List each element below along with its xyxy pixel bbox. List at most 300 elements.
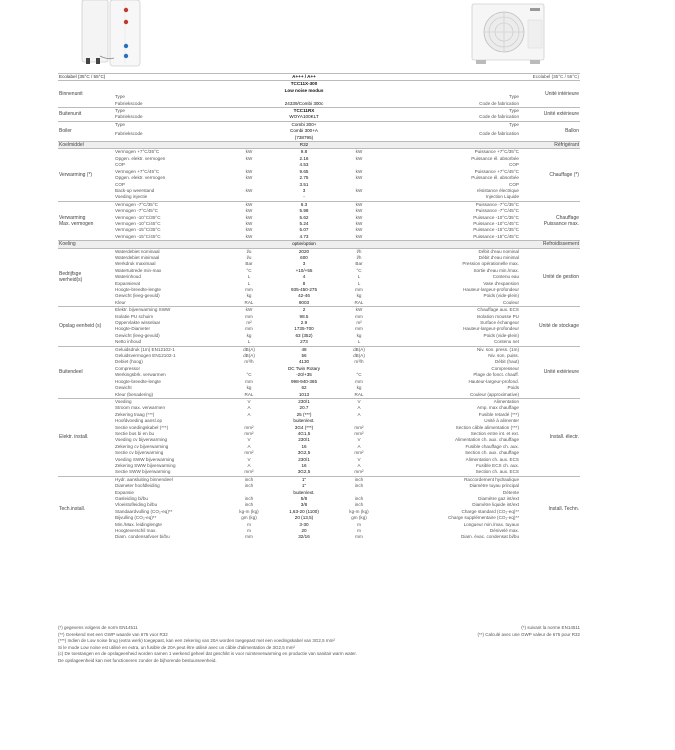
spec-value: 4.73 — [299, 233, 309, 239]
param-label-nl: Gewicht (leeg-gevuld) — [115, 332, 160, 338]
param-label-nl: Compressor — [115, 365, 141, 371]
unit-nl: l/u — [234, 248, 264, 255]
unit-fr: inch — [344, 476, 374, 483]
unit-fr: °C — [356, 372, 362, 378]
spec-row — [58, 469, 580, 476]
param-label-fr: Type — [509, 94, 519, 100]
unit-fr: kW — [355, 155, 363, 161]
param-label-nl: Kleur — [115, 299, 126, 305]
param-label-fr: Section ch. aux. ECS — [475, 469, 519, 475]
param-label-fr: Puissance él. absorbée — [471, 155, 519, 161]
param-label-fr: Unité à alimenter — [484, 418, 519, 424]
unit-nl: A — [247, 462, 251, 468]
spec-row — [58, 241, 580, 248]
spec-value: 20.7 — [299, 405, 309, 411]
spec-row — [58, 398, 580, 405]
unit-nl: L — [247, 274, 251, 280]
param-label-nl: Fabriekscode — [115, 131, 143, 137]
param-label-fr: Code de fabrication — [479, 114, 519, 120]
param-label-nl: Vermogen +7°C/35°C — [114, 149, 234, 156]
param-label-nl: Zekering cv bijverwarming — [115, 443, 169, 449]
spec-value: 25 (***) — [296, 411, 312, 417]
unit-fr: kW — [355, 227, 363, 233]
param-label-fr: Couleur — [502, 299, 519, 305]
param-label-nl: Sectie SWW bijverwarming — [115, 469, 171, 475]
unit-nl: mm — [245, 313, 253, 319]
param-label-nl: Zekering SWW bijverwarming — [115, 462, 176, 468]
unit-nl: kW — [245, 233, 253, 239]
unit-fr: kg — [356, 385, 362, 391]
unit-fr: mm² — [354, 430, 364, 436]
group-label-fr: Unité de gestion — [520, 248, 580, 307]
unit-fr: l/h — [356, 254, 362, 260]
unit-nl: kW — [245, 187, 253, 193]
unit-nl: inch — [244, 502, 254, 508]
spec-value: 3/8 — [300, 502, 308, 508]
spec-row — [58, 149, 580, 156]
unit-nl: kW — [234, 201, 264, 208]
spec-row — [58, 114, 580, 121]
unit-nl: inch — [244, 483, 254, 489]
spec-value: 1735-700 — [294, 326, 314, 332]
param-label-fr: Amp. max chauffage — [476, 405, 519, 411]
unit-nl: L — [247, 280, 251, 286]
unit-nl: mm — [245, 378, 253, 384]
unit-fr: mm² — [354, 469, 364, 475]
param-label-fr: Longueur min./max. tuyaux — [463, 521, 519, 527]
param-label-fr: Raccordement hydraulique — [374, 476, 520, 483]
spec-value: 98.5 — [299, 313, 309, 319]
unit-fr: inch — [354, 496, 364, 501]
param-label-fr: Injection Liquide — [485, 194, 519, 200]
spec-value: 230/1 — [298, 456, 310, 462]
param-label-fr — [374, 81, 520, 94]
param-label-nl: Voeding SWW bijverwarming — [115, 456, 175, 462]
spec-value: R32 — [264, 142, 344, 149]
unit-fr: L — [357, 274, 361, 280]
spec-row — [58, 101, 580, 108]
unit-fr: °C — [356, 267, 362, 273]
spec-value: 3.51 — [299, 181, 309, 187]
group-label-nl: Koelmiddel — [58, 142, 114, 149]
spec-row — [58, 392, 580, 399]
unit-fr — [344, 108, 374, 115]
param-label-fr — [374, 142, 520, 149]
unit-fr: RAL — [354, 391, 364, 397]
param-label-fr: Alimentation ch. aux. chauffage — [454, 437, 519, 443]
param-label-fr: Puissance -10°C/45°C — [473, 220, 519, 226]
spec-value: 1,63-20 (1100) — [289, 508, 319, 514]
param-label-fr: COP — [509, 162, 519, 168]
group-label-fr: Réfrigérant — [520, 142, 580, 149]
param-label-nl: Waterinhoud — [115, 274, 141, 280]
param-label-fr: Niv. son. press. (1m) — [374, 346, 520, 353]
unit-fr: kg — [356, 293, 362, 299]
param-label-fr: Diamètre liquide int/ext — [472, 502, 519, 508]
spec-value: 62 — [301, 385, 307, 391]
unit-fr: mm — [355, 534, 363, 540]
param-label-fr: Diam. évac. condensat bi/bu — [461, 534, 519, 540]
param-label-nl: Hoogteverschil max. — [115, 528, 157, 534]
param-label-nl: Back-up weerstand — [115, 187, 155, 193]
param-label-nl: Elektr. bijverwarming SWW — [114, 307, 234, 314]
spec-value: 3G4 (***) — [294, 424, 314, 430]
spec-value: 4G1,5 — [297, 430, 311, 436]
unit-nl: m³/h — [244, 359, 254, 365]
storage-tank-image — [80, 0, 142, 68]
spec-value: buiten/ext. — [293, 418, 315, 424]
param-label-nl: Werkingsbrk. verwarmen — [115, 372, 166, 378]
unit-fr: inch — [354, 502, 364, 508]
spec-value: 9003 — [298, 299, 310, 305]
unit-fr: kW — [344, 149, 374, 156]
unit-nl — [234, 194, 264, 201]
group-label-fr: Chauffage Puissance max. — [520, 201, 580, 240]
footnote-1-nl: (*) gegevens volgens de norm EN14511 — [58, 625, 138, 630]
unit-nl: V — [234, 398, 264, 405]
unit-fr — [344, 241, 374, 248]
param-label-nl: Werkdruk maximaal — [115, 261, 156, 267]
spec-value: 1" — [301, 483, 307, 489]
spec-value: 5.07 — [299, 227, 309, 233]
param-label-nl: Opgen. elektr. vermogen — [115, 175, 166, 181]
unit-nl: kW — [234, 307, 264, 314]
param-label-nl: Isolatie PU schuim — [115, 313, 154, 319]
unit-fr: m² — [356, 320, 362, 326]
spec-value: 56 — [301, 353, 307, 359]
footnote-2-nl: (**) Gerekend met een GWP waarde van 675 voor R32 — [58, 631, 168, 637]
spec-value: 16 — [301, 462, 307, 468]
unit-fr: RAL — [354, 299, 364, 305]
unit-fr: m³/h — [354, 359, 364, 365]
unit-nl: kg-m (kg) — [239, 508, 259, 514]
spec-value: 16 — [301, 443, 307, 449]
group-label-nl: Buitendeel — [58, 346, 114, 398]
param-label-fr: Diamètre tuyau principal — [469, 483, 519, 489]
spec-value: DC Twin Rotary — [287, 365, 321, 371]
param-label-fr: Poids — [507, 385, 519, 391]
group-label-nl: Buitenunit — [58, 108, 114, 122]
param-label-nl: Bijvulling (CO₂-eq)** — [115, 515, 157, 521]
param-label-fr: Plage de fonct. chauff. — [473, 372, 519, 378]
footnotes — [58, 625, 580, 664]
unit-nl: RAL — [244, 299, 254, 305]
param-label-fr: Charge supplémentaire (CO₂-eq)** — [448, 515, 519, 521]
unit-fr: l/h — [344, 248, 374, 255]
param-label-nl: Vermogen -10°C/35°C — [115, 214, 161, 220]
unit-fr: kW — [355, 187, 363, 193]
unit-nl: kW — [245, 220, 253, 226]
unit-nl: °C — [246, 267, 252, 273]
unit-nl: L — [247, 339, 251, 345]
group-label-fr: Unité de stockage — [520, 307, 580, 346]
param-label-fr: Isolation mousse PU — [476, 313, 519, 319]
unit-nl: dB(A) — [243, 353, 255, 359]
spec-value: 2.9 — [300, 320, 308, 326]
spec-value: 5.24 — [299, 220, 309, 226]
spec-value: 8 — [302, 280, 306, 286]
unit-fr — [344, 114, 374, 121]
unit-fr: kW — [355, 220, 363, 226]
unit-nl: mm² — [244, 469, 254, 475]
group-label-nl: Opslag eenheid (s) — [58, 307, 114, 346]
group-label-fr: Unité intérieure — [520, 81, 580, 108]
group-label-nl: Bedrijfsge werheid(s) — [58, 248, 114, 307]
param-label-nl: Type — [114, 108, 234, 115]
param-label-fr: Pression opérationelle max. — [462, 261, 519, 267]
param-label-nl: Geluidsvermogen EN12102-1 — [115, 353, 176, 359]
param-label-fr: Contenu eau — [492, 274, 519, 280]
unit-nl: kg — [246, 385, 252, 391]
unit-fr: V — [357, 456, 361, 462]
unit-fr: kW — [355, 208, 363, 214]
param-label-nl: Kleur (benadering) — [115, 391, 154, 397]
param-label-nl: Sectie bus bi en bu — [115, 430, 155, 436]
param-label-nl: Hoogte-Diameter — [115, 326, 150, 332]
unit-nl: V — [247, 456, 251, 462]
param-label-fr: Hauteur-largeur-profondeur — [463, 287, 519, 292]
unit-fr: mm — [355, 287, 363, 292]
group-label-nl: Tech.install. — [58, 476, 114, 541]
spec-row — [58, 121, 580, 128]
param-label-fr: COP — [509, 181, 519, 187]
param-label-fr: Surface échangeur — [480, 320, 519, 326]
param-label-nl: Hydr. aansluiting binnendeel — [114, 476, 234, 483]
unit-nl: V — [247, 437, 251, 443]
group-label-fr: Refroidissement — [520, 241, 580, 248]
param-label-fr: Puissance -7°C/35°C — [374, 201, 520, 208]
spec-value: 230/1 — [264, 398, 344, 405]
spec-value: +10/+55 — [295, 267, 313, 273]
unit-fr: gm (kg) — [351, 515, 367, 521]
unit-nl: inch — [244, 496, 254, 501]
spec-value: 20 — [301, 528, 307, 534]
unit-nl: mm — [245, 534, 253, 540]
spec-row — [58, 248, 580, 255]
spec-value: 5.98 — [299, 208, 309, 214]
param-label-nl: Diameter hoofdleiding — [115, 483, 160, 489]
unit-fr: dB(A) — [344, 346, 374, 353]
param-label-fr: Puissance -7°C/45°C — [475, 208, 519, 214]
param-label-nl: Expansie — [115, 489, 134, 495]
unit-nl: °C — [246, 372, 252, 378]
spec-row — [58, 201, 580, 208]
param-label-fr: Puissance -15°C/35°C — [473, 227, 519, 233]
unit-nl: A — [247, 405, 251, 411]
unit-nl: mm — [245, 287, 253, 292]
unit-nl: m — [247, 521, 251, 527]
unit-nl — [234, 121, 264, 128]
param-label-nl: Fabriekscode — [115, 100, 143, 106]
unit-nl: m — [247, 528, 251, 534]
spec-value: 2 — [264, 307, 344, 314]
param-label-fr: Type — [374, 121, 520, 128]
param-label-nl: Sectie cv bijverwarming — [115, 450, 164, 456]
param-label-nl: Waterdebiet nominaal — [114, 248, 234, 255]
unit-nl: m² — [246, 320, 252, 326]
group-label-fr: Chauffage (*) — [520, 149, 580, 201]
spec-value: 4 — [302, 274, 306, 280]
spec-value: 63 (352) — [295, 332, 313, 338]
spec-value: 230/1 — [298, 437, 310, 443]
unit-nl — [234, 108, 264, 115]
param-label-fr: Compresseur — [491, 365, 519, 371]
unit-nl: Bar — [245, 261, 253, 267]
spec-value: 1" — [264, 476, 344, 483]
unit-fr — [344, 81, 374, 94]
unit-fr: m — [357, 521, 361, 527]
spec-value: WOYA100KLT — [289, 114, 319, 120]
spec-value: 1013 — [298, 391, 310, 397]
unit-nl — [234, 128, 264, 141]
spec-row — [58, 300, 580, 307]
param-label-nl: Type — [114, 121, 234, 128]
unit-nl: A — [247, 443, 251, 449]
param-label-nl: Geluidsdruk (1m) EN12102-1 — [114, 346, 234, 353]
param-label-fr: Section ch. aux. chauffage — [464, 450, 519, 456]
footnote-5: (c) De toestangen en de opslageenheid worden samen 1 werkend geheel dat geschikt is voor ruimteverwarming en productie van sanitair warm water. — [58, 651, 357, 656]
unit-nl — [234, 241, 264, 248]
param-label-fr: Diamètre gaz int/ext — [478, 496, 519, 501]
unit-fr: mm — [355, 313, 363, 319]
spec-row — [58, 307, 580, 314]
ecolabel-value: A+++ / A++ — [264, 74, 344, 81]
spec-value: 4.53 — [299, 162, 309, 168]
param-label-fr: Section câble alimentation (***) — [455, 424, 519, 430]
spec-value: 2.16 — [299, 155, 309, 161]
param-label-nl: Voeding — [114, 398, 234, 405]
product-images — [0, 0, 675, 72]
spec-row — [58, 81, 580, 94]
param-label-nl: Expansievat — [115, 280, 141, 286]
spec-row — [58, 108, 580, 115]
ecolabel-label-fr: Ecolabel (35°C / 55°C) — [344, 74, 580, 81]
unit-nl: kW — [234, 149, 264, 156]
unit-nl: A — [247, 411, 251, 417]
group-label-fr: Ballon — [520, 121, 580, 141]
spec-value: optie/option — [264, 241, 344, 248]
unit-nl: kW — [245, 227, 253, 233]
unit-fr: L — [357, 280, 361, 286]
unit-nl: RAL — [244, 391, 254, 397]
spec-value: 2.75 — [299, 175, 309, 181]
unit-fr — [344, 194, 374, 201]
param-label-fr: Poids (vide-plein) — [483, 332, 519, 338]
spec-value: - — [303, 194, 305, 200]
param-label-nl: Fabriekscode — [115, 114, 143, 120]
param-label-nl: COP — [115, 181, 125, 187]
unit-fr: A — [357, 405, 361, 411]
spec-value: 32/16 — [298, 534, 310, 540]
unit-fr: kg — [356, 332, 362, 338]
param-label-nl: Voeding injectie — [115, 194, 148, 200]
param-label-nl: Vermogen -15°C/35°C — [115, 227, 161, 233]
unit-fr: kW — [355, 168, 363, 174]
unit-fr — [344, 101, 374, 108]
spec-row — [58, 142, 580, 149]
param-label-fr: résistance électrique — [476, 187, 519, 193]
footnote-6: De opslageenheid kan niet functioneren zonder de bijhorende bestuurseenheid. — [58, 657, 217, 663]
param-label-nl — [114, 81, 234, 94]
unit-nl: mm² — [244, 424, 254, 430]
spec-row — [58, 194, 580, 201]
spec-value: 273 — [300, 339, 308, 345]
param-label-nl: Zekering traag (***) — [115, 411, 155, 417]
group-label-nl: Elektr. install. — [58, 398, 114, 476]
spec-value: 5.62 — [299, 214, 309, 220]
group-label-nl: Verwarming Max. vermogen — [58, 201, 114, 240]
param-label-nl: Min./Max. leidinglengte — [115, 521, 162, 527]
spec-value: 20 (13,5) — [294, 515, 314, 521]
spec-value: 998-940-365 — [290, 378, 318, 384]
param-label-nl: Hoogte-breedte-lengte — [115, 287, 161, 292]
param-label-nl: Waterdebiet minimaal — [115, 254, 160, 260]
param-label-nl: Gewicht — [115, 385, 132, 391]
param-label-nl: Type — [115, 94, 125, 100]
spec-value: 4130 — [298, 359, 310, 365]
unit-nl: l/u — [246, 254, 252, 260]
param-label-fr: Puissance -15°C/45°C — [473, 233, 519, 239]
unit-fr: A — [357, 411, 361, 417]
param-label-nl: Debiet (hoog) — [115, 359, 143, 365]
param-label-fr: Couleur (approximative) — [469, 391, 519, 397]
unit-nl: kW — [245, 175, 253, 181]
spec-value: 42-46 — [298, 293, 310, 299]
unit-nl: kW — [245, 214, 253, 220]
unit-fr: A — [357, 443, 361, 449]
group-label-fr: Install. électr. — [520, 398, 580, 476]
group-label-fr: Unité extérieure — [520, 108, 580, 122]
spec-value: TCC11X-300 Low noise modus — [264, 81, 344, 94]
param-label-fr: Alimentation — [374, 398, 520, 405]
footnote-4: Si le mode Low noise est utilisé en extra, un fusible de 20A peut être utilisé avec un câble d'alimentation de 3G2,5 mm² — [58, 644, 295, 650]
spec-value: Combi 300+A (738795) — [290, 128, 318, 140]
param-label-nl: Hoogte-breedte-lengte — [115, 378, 161, 384]
unit-nl — [234, 142, 264, 149]
param-label-nl: Vermogen +7°C/45°C — [115, 168, 160, 174]
unit-fr: inch — [354, 483, 364, 489]
spec-value: 2020 — [264, 248, 344, 255]
param-label-fr: Type — [374, 108, 520, 115]
param-label-fr: Hauteur-largeur-profond. — [468, 378, 519, 384]
spec-row — [58, 346, 580, 353]
spec-value: 6.3 — [264, 201, 344, 208]
param-label-nl: Gasleiding bi/bu — [115, 496, 148, 501]
unit-fr: mm — [355, 378, 363, 384]
param-label-fr: Vase d'expansion — [483, 280, 519, 286]
param-label-nl: Voeding cv bijverwarming — [115, 437, 168, 443]
param-label-nl: Vermogen -7°C/35°C — [114, 201, 234, 208]
group-label-nl: Binnenunit — [58, 81, 114, 108]
param-label-fr: Puissance +7°C/45°C — [474, 168, 519, 174]
unit-fr: kW — [355, 175, 363, 181]
unit-nl: kg — [246, 293, 252, 299]
spec-value: 935-450-275 — [290, 287, 318, 292]
spec-value: 3-30 — [299, 521, 309, 527]
group-label-nl: Boiler — [58, 121, 114, 141]
param-label-nl: Diam. condensafvoer bi/bu — [115, 534, 170, 540]
unit-nl: kW — [245, 168, 253, 174]
param-label-nl: Netto inhoud — [115, 339, 142, 345]
param-label-fr: Puissance -10°C/35°C — [473, 214, 519, 220]
param-label-fr: Fusible retardé (***) — [478, 411, 519, 417]
param-label-fr: Chauffage aux. ECS — [374, 307, 520, 314]
param-label-fr: Détente — [502, 489, 519, 495]
footnote-3: (***) Indien de Low noise brug (extra werk) toegepast, kan een zekering van 20A worden toegepast met een voedingskabel van 3G2,5 mm² — [58, 638, 335, 643]
param-label-nl: COP — [115, 162, 125, 168]
unit-fr: dB(A) — [353, 353, 365, 359]
param-label-fr: Charge standard (CO₂-eq)** — [461, 508, 519, 514]
